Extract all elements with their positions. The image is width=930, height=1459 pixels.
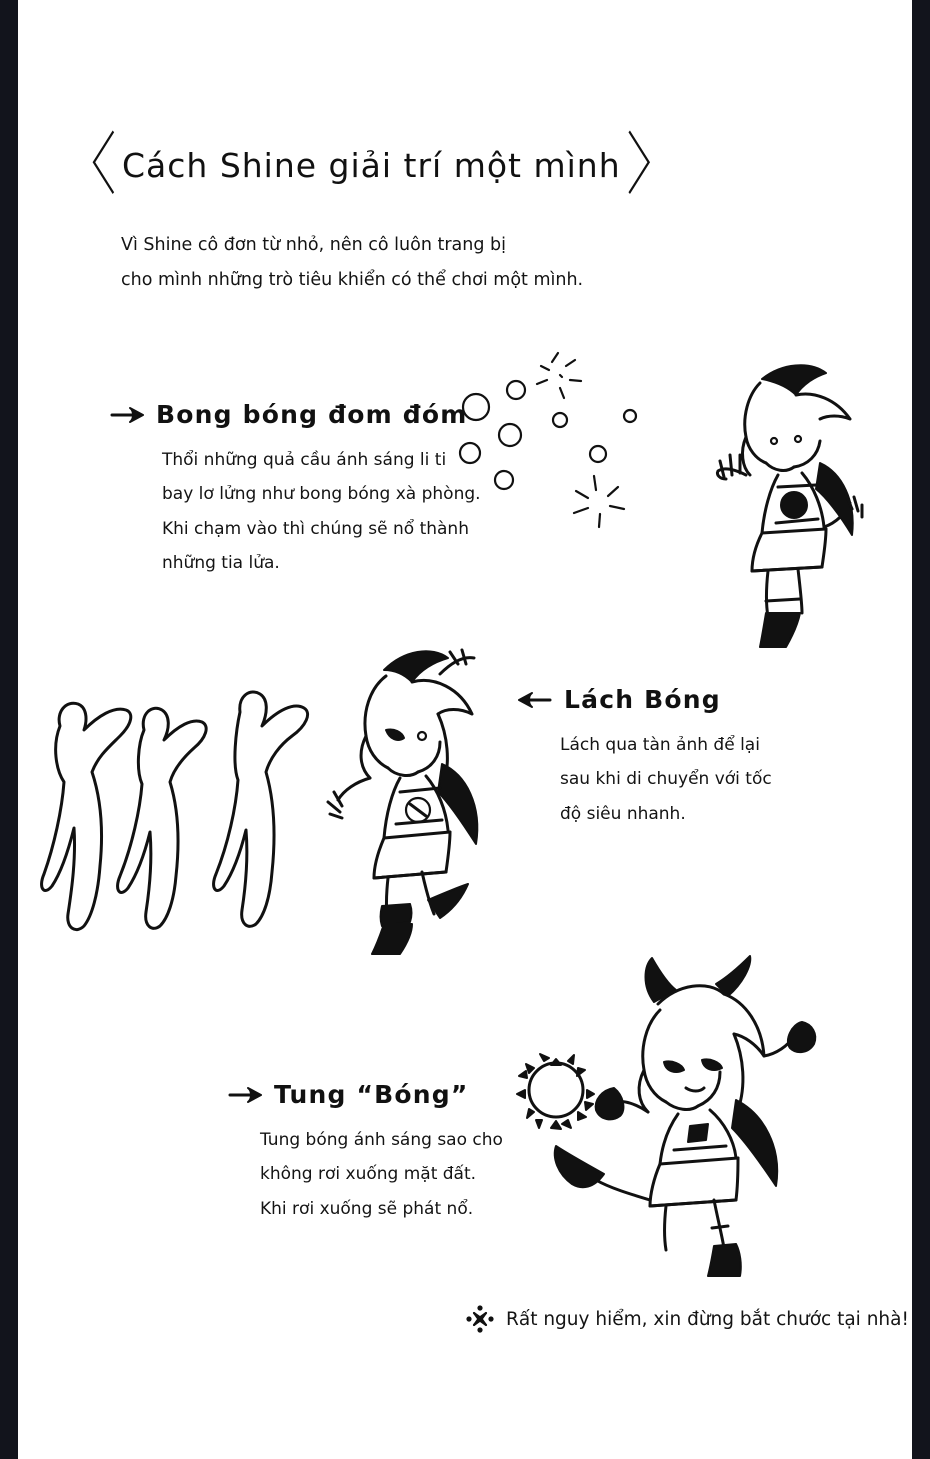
body-line: những tia lửa.	[162, 552, 280, 573]
body-line: độ siêu nhanh.	[560, 803, 686, 824]
section-header	[518, 685, 860, 714]
body-line: bay lơ lửng như bong bóng xà phòng.	[162, 484, 481, 505]
body-line: Khi rơi xuống sẽ phát nổ.	[260, 1198, 474, 1219]
section-title: Lách Bóng	[564, 685, 721, 714]
shine-character-dodge	[300, 632, 550, 962]
section-body	[560, 728, 860, 831]
shine-character-bubbles	[690, 355, 880, 655]
page-title-text: Cách Shine giải trí một mình	[122, 145, 621, 185]
footer-warning	[466, 1305, 909, 1333]
section-lach-bong	[518, 685, 860, 831]
warning-sparkle-icon	[466, 1305, 494, 1333]
intro-line-2: cho mình những trò tiêu khiển có thể chơi một mình.	[121, 270, 584, 290]
body-line: Tung bóng ánh sáng sao cho	[260, 1130, 503, 1150]
section-title: Tung “Bóng”	[274, 1080, 469, 1109]
footer-warning-text: Rất nguy hiểm, xin đừng bắt chước tại nhà!	[506, 1308, 909, 1330]
intro-paragraph	[121, 228, 661, 298]
body-line: không rơi xuống mặt đất.	[260, 1164, 477, 1185]
section-header	[110, 400, 502, 429]
bracket-right-icon: 〉	[626, 125, 677, 205]
arrow-right-icon	[110, 406, 144, 424]
intro-line-1: Vì Shine cô đơn từ nhỏ, nên cô luôn trang bị	[121, 235, 506, 255]
comic-page	[18, 0, 912, 1459]
body-line: Thổi những quả cầu ánh sáng li ti	[162, 450, 447, 470]
page-title	[66, 125, 677, 205]
arrow-left-icon	[518, 691, 552, 709]
light-bubbles-illustration	[448, 350, 658, 540]
arrow-right-icon	[228, 1086, 262, 1104]
section-bong-bong-dom-dom	[110, 400, 502, 580]
section-title: Bong bóng đom đóm	[156, 400, 468, 429]
shine-character-toss	[518, 950, 848, 1280]
body-line: sau khi di chuyển với tốc	[560, 769, 772, 790]
bracket-left-icon: 〈	[66, 125, 116, 205]
afterimages-illustration	[40, 660, 340, 950]
body-line: Khi chạm vào thì chúng sẽ nổ thành	[162, 518, 469, 539]
body-line: Lách qua tàn ảnh để lại	[560, 735, 760, 755]
